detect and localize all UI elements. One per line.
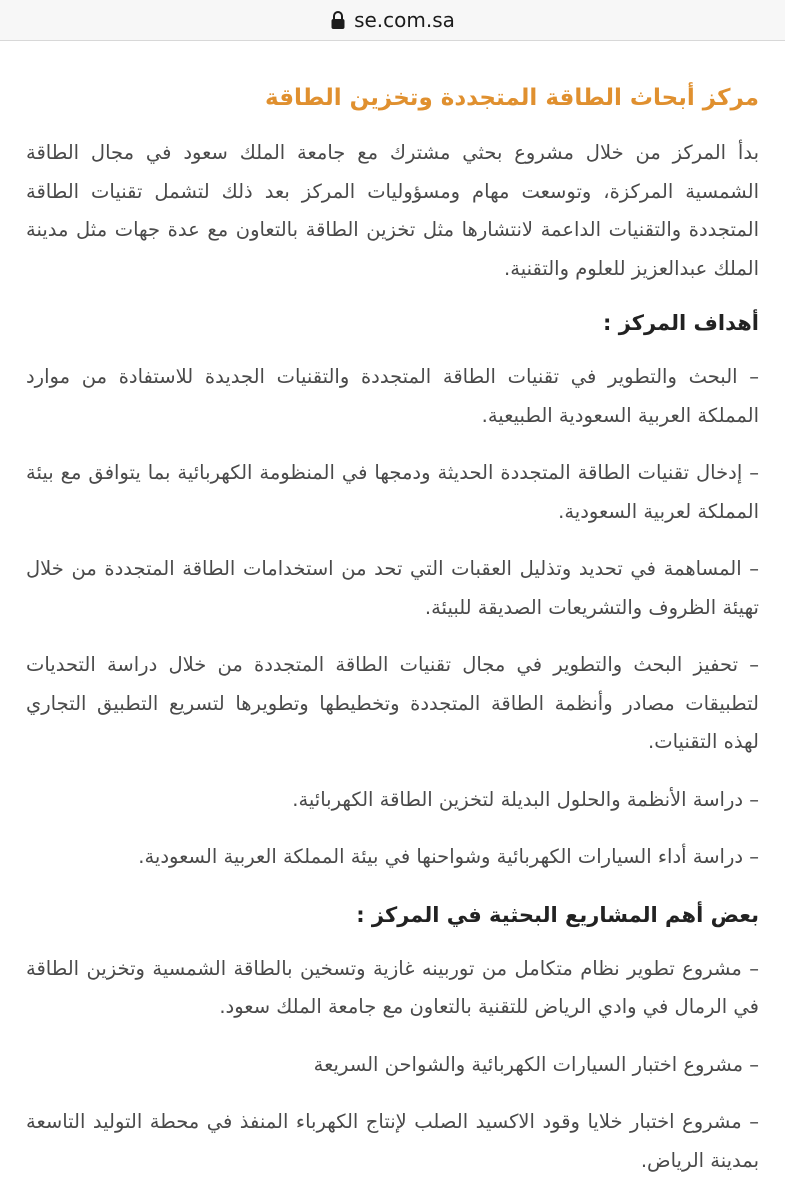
goal-item: – البحث والتطوير في تقنيات الطاقة المتجددة والتقنيات الجديدة للاستفادة من موارد المملكة العربية السعودية الطبيعية.	[26, 365, 759, 427]
lock-icon	[330, 10, 346, 30]
goal-item: – المساهمة في تحديد وتذليل العقبات التي تحد من استخدامات الطاقة المتجددة من خلال تهيئة الظروف والتشريعات الصديقة للبيئة.	[26, 557, 759, 619]
goal-item: – إدخال تقنيات الطاقة المتجددة الحديثة ودمجها في المنظومة الكهربائية بما يتوافق مع بيئة المملكة لعربية السعودية.	[26, 461, 759, 523]
browser-address-bar[interactable]	[0, 0, 785, 41]
goal-item: – دراسة الأنظمة والحلول البديلة لتخزين الطاقة الكهربائية.	[292, 787, 759, 811]
project-item: – مشروع تطوير نظام متكامل من توربينه غازية وتسخين بالطاقة الشمسية وتخزين الطاقة في الرمال في وادي الرياض للتقنية بالتعاون مع جامعة الملك سعود.	[26, 956, 759, 1018]
goals-heading: أهداف المركز :	[602, 311, 759, 335]
project-item: – مشروع اختبار خلايا وقود الاكسيد الصلب لإنتاج الكهرباء المنفذ في محطة التوليد التاسعة بمدينة الرياض.	[26, 1110, 759, 1172]
goal-item: – دراسة أداء السيارات الكهربائية وشواحنها في بيئة المملكة العربية السعودية.	[138, 845, 759, 868]
article-content	[0, 40, 785, 1200]
page-title: مركز أبحاث الطاقة المتجددة وتخزين الطاقة	[265, 85, 759, 111]
url-text[interactable]: se.com.sa	[354, 8, 455, 32]
projects-heading: بعض أهم المشاريع البحثية في المركز :	[356, 902, 759, 927]
intro-paragraph: بدأ المركز من خلال مشروع بحثي مشترك مع جامعة الملك سعود في مجال الطاقة الشمسية المركزة، وتوسعت مهام ومسؤوليات المركز بعد ذلك لتشمل تقنيات الطاقة المتجددة والتقنيات الداعمة لانتشارها مثل تخزين الطاقة بالتعاون مع عدة جهات مثل مدينة الملك عبدالعزيز للعلوم والتقنية.	[26, 141, 759, 280]
goal-item: – تحفيز البحث والتطوير في مجال تقنيات الطاقة المتجددة من خلال دراسة التحديات لتطبيقات مصادر وأنظمة الطاقة المتجددة وتخطيطها وتطويرها لتسريع التطبيق التجاري لهذه التقنيات.	[26, 653, 759, 753]
address-display[interactable]	[330, 8, 455, 32]
project-item: – مشروع اختبار السيارات الكهربائية والشواحن السريعة	[313, 1052, 759, 1076]
